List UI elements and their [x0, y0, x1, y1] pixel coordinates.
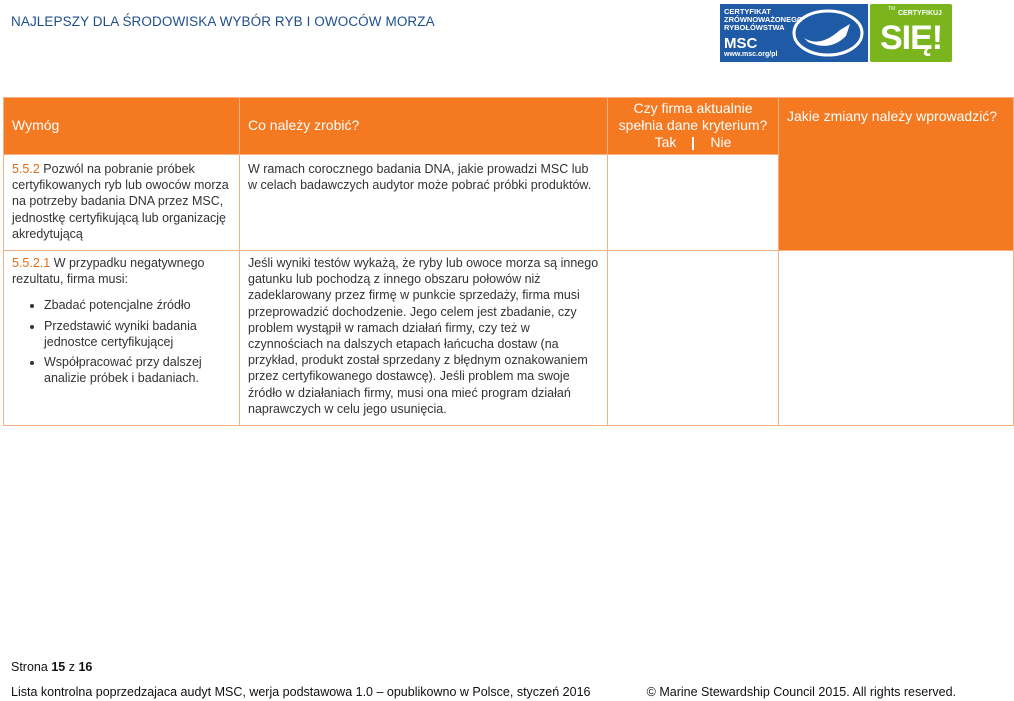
row1-compliance-cell[interactable] — [608, 155, 779, 251]
header-co: Co należy zrobić? — [248, 117, 360, 133]
logo-trademark: TM — [888, 6, 896, 12]
requirements-table — [3, 97, 1014, 426]
logo-line-1: CERTYFIKAT — [724, 7, 771, 16]
header-czy: Czy firma aktualnie spełnia dane kryterium? — [618, 100, 768, 133]
footer-document-title: Lista kontrolna poprzedzajaca audyt MSC, werja podstawowa 1.0 – opublikowno w Polsce, styczeń 2016 — [11, 685, 591, 699]
logo-line-3: RYBOŁÓWSTWA — [724, 23, 785, 32]
page-label: Strona — [11, 660, 48, 674]
row2-action — [240, 251, 608, 426]
msc-certification-logo — [720, 4, 952, 62]
header-tak: Tak — [654, 134, 677, 150]
page-sep: z — [68, 660, 75, 674]
row2-ref: 5.5.2.1 — [12, 256, 51, 271]
header-wymog: Wymóg — [12, 117, 60, 133]
page-total: 16 — [78, 660, 93, 674]
msc-fish-icon — [790, 8, 866, 58]
msc-logo-blue-panel — [720, 4, 868, 62]
row1-action-text: W ramach corocznego badania DNA, jakie prowadzi MSC lub w celach badawczych audytor może pobrać próbki produktów. — [248, 162, 592, 193]
row1-action — [240, 155, 608, 251]
list-item: • Zbadać potencjalne źródło — [44, 297, 231, 313]
row1-requirement — [4, 155, 240, 251]
logo-green-top: CERTYFIKUJ — [898, 10, 942, 17]
table-header-row — [4, 98, 1014, 155]
table-row — [4, 251, 1014, 426]
header-cell-co — [240, 98, 608, 155]
row2-bullet-list — [12, 297, 231, 386]
header-jakie: Jakie zmiany należy wprowadzić? — [787, 108, 998, 124]
row2-req-text: W przypadku negatywnego rezultatu, firma musi: — [12, 256, 205, 287]
logo-url: www.msc.org/pl — [724, 51, 778, 58]
logo-line-2: ZRÓWNOWAŻONEGO — [724, 15, 803, 24]
page-number — [11, 660, 92, 674]
list-item: • Przedstawić wyniki badania jednostce certyfikującej — [44, 318, 231, 350]
header-nie: Nie — [710, 134, 732, 150]
msc-logo-green-panel — [870, 4, 952, 62]
header-cell-czy — [608, 98, 779, 155]
logo-msc-name: MSC — [724, 35, 758, 52]
logo-green-slogan: SIĘ! — [880, 19, 943, 57]
header-cell-wymog — [4, 98, 240, 155]
row2-requirement — [4, 251, 240, 426]
header-tak-nie — [612, 134, 774, 151]
row2-action-text: Jeśli wyniki testów wykażą, że ryby lub owoce morza są innego gatunku lub pochodzą z innego obszaru połowów niż zadeklarowany przez firmę w punkcie sprzedaży, firma musi przeprowadzić dochodzenie. Jego celem jest zbadanie, czy problem wystąpił w ramach działań firmy, czy też w czynnościach na dalszych etapach łańcucha dostaw (na przykład, produkt został sprzedany z błędnym oznakowaniem przez certyfikowanego dostawcę). Jeśli problem ma swoje źródło w działaniach firmy, musi ona mieć program działań naprawczych w celu jego usunięcia. — [248, 256, 599, 416]
header-separator — [692, 137, 694, 150]
page-current: 15 — [51, 660, 66, 674]
row2-changes-cell[interactable] — [779, 251, 1014, 426]
list-item: • Współpracować przy dalszej analizie próbek i badaniach. — [44, 354, 231, 386]
row2-compliance-cell[interactable] — [608, 251, 779, 426]
footer-copyright: © Marine Stewardship Council 2015. All rights reserved. — [646, 685, 956, 699]
header-cell-jakie — [779, 98, 1014, 251]
row1-req-text: Pozwól na pobranie próbek certyfikowanych ryb lub owoców morza na potrzeby badania DNA przez MSC, jednostkę certyfikującą lub organizację akredytującą — [12, 162, 229, 241]
row1-ref: 5.5.2 — [12, 162, 40, 176]
page-header-title: NAJLEPSZY DLA ŚRODOWISKA WYBÓR RYB I OWOCÓW MORZA — [11, 14, 435, 29]
